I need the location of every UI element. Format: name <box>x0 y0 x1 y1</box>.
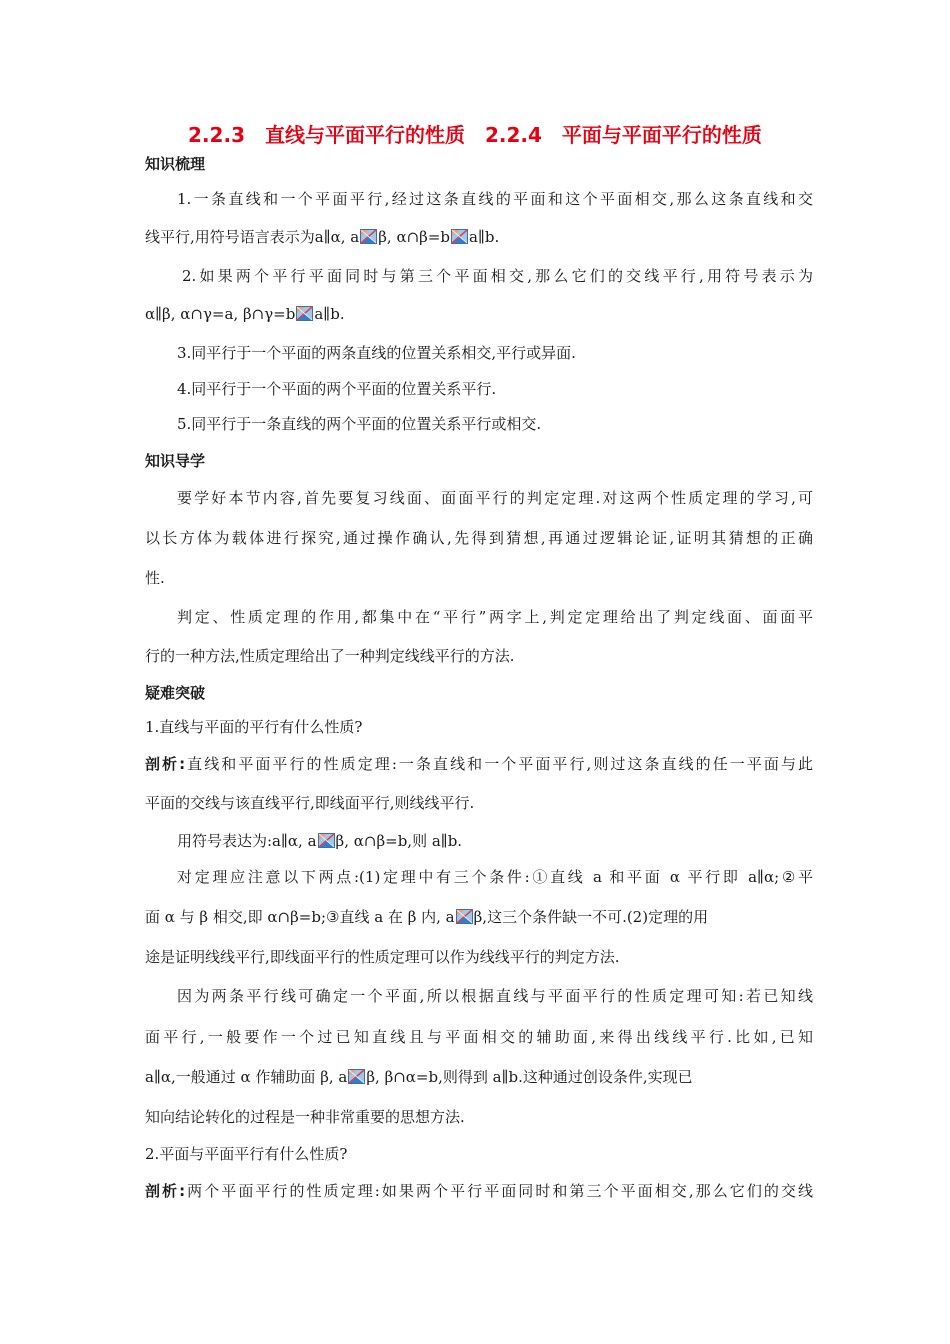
question-line: 1.直线与平面的平行有什么性质? <box>145 718 363 736</box>
implies-symbol-image-icon <box>451 229 468 244</box>
paragraph-line: 1.一条直线和一个平面平行,经过这条直线的平面和这个平面相交,那么这条直线和交 <box>177 190 813 208</box>
subset-symbol-image-icon <box>456 909 473 924</box>
paragraph-line: 5.同平行于一条直线的两个平面的位置关系平行或相交. <box>177 415 542 433</box>
paragraph-line: 线平行,用符号语言表示为a∥α, a β, α∩β=b a∥b. <box>145 228 500 246</box>
paragraph-line: 面平行,一般要作一个过已知直线且与平面相交的辅助面,来得出线线平行.比如,已知 <box>145 1028 813 1046</box>
paragraph-line: a∥α,一般通过 α 作辅助面 β, a β, β∩α=b,则得到 a∥b.这种通过创设条件,实现已 <box>145 1068 693 1086</box>
section-heading-difficulty-breakthrough: 疑难突破 <box>145 684 206 702</box>
implies-symbol-image-icon <box>296 306 313 321</box>
page-title: 2.2.3 直线与平面平行的性质 2.2.4 平面与平面平行的性质 <box>188 123 762 147</box>
paragraph-line: 途是证明线线平行,即线面平行的性质定理可以作为线线平行的判定方法. <box>145 948 620 966</box>
paragraph-line: 平面的交线与该直线平行,即线面平行,则线线平行. <box>145 794 475 812</box>
subset-symbol-image-icon <box>318 833 335 848</box>
paragraph-line: 对定理应注意以下两点:(1)定理中有三个条件:①直线 a 和平面 α 平行即 a∥α;②平 <box>177 868 813 886</box>
paragraph-line: 因为两条平行线可确定一个平面,所以根据直线与平面平行的性质定理可知:若已知线 <box>177 987 813 1005</box>
paragraph-line: 面 α 与 β 相交,即 α∩β=b;③直线 a 在 β 内, a β,这三个条件缺一不可.(2)定理的用 <box>145 908 709 926</box>
paragraph-line: 性. <box>145 569 165 587</box>
paragraph-line: 用符号表达为:a∥α, a β, α∩β=b,则 a∥b. <box>177 832 463 850</box>
paragraph-line: 判定、性质定理的作用,都集中在“平行”两字上,判定定理给出了判定线面、面面平 <box>177 608 813 626</box>
paragraph-line: α∥β, α∩γ=a, β∩γ=b a∥b. <box>145 305 345 323</box>
paragraph-line: 4.同平行于一个平面的两个平面的位置关系平行. <box>177 380 497 398</box>
paragraph-line: 行的一种方法,性质定理给出了一种判定线线平行的方法. <box>145 647 515 665</box>
analysis-label: 剖析: <box>145 755 186 773</box>
subset-symbol-image-icon <box>348 1069 365 1084</box>
paragraph-line: 要学好本节内容,首先要复习线面、面面平行的判定定理.对这两个性质定理的学习,可 <box>177 489 813 507</box>
subset-symbol-image-icon <box>360 229 377 244</box>
analysis-label: 剖析: <box>145 1182 186 1200</box>
paragraph-line: 剖析:两个平面平行的性质定理:如果两个平行平面同时和第三个平面相交,那么它们的交线 <box>145 1182 813 1200</box>
paragraph-line: 3.同平行于一个平面的两条直线的位置关系相交,平行或异面. <box>177 344 576 362</box>
section-heading-knowledge-summary: 知识梳理 <box>145 155 206 173</box>
question-line: 2.平面与平面平行有什么性质? <box>145 1145 348 1163</box>
paragraph-line: 知向结论转化的过程是一种非常重要的思想方法. <box>145 1108 465 1126</box>
section-heading-knowledge-guide: 知识导学 <box>145 452 206 470</box>
paragraph-line: 剖析:直线和平面平行的性质定理:一条直线和一个平面平行,则过这条直线的任一平面与此 <box>145 755 813 773</box>
paragraph-line: 2.如果两个平行平面同时与第三个平面相交,那么它们的交线平行,用符号表示为 <box>182 267 813 285</box>
paragraph-line: 以长方体为载体进行探究,通过操作确认,先得到猜想,再通过逻辑论证,证明其猜想的正确 <box>145 529 813 547</box>
